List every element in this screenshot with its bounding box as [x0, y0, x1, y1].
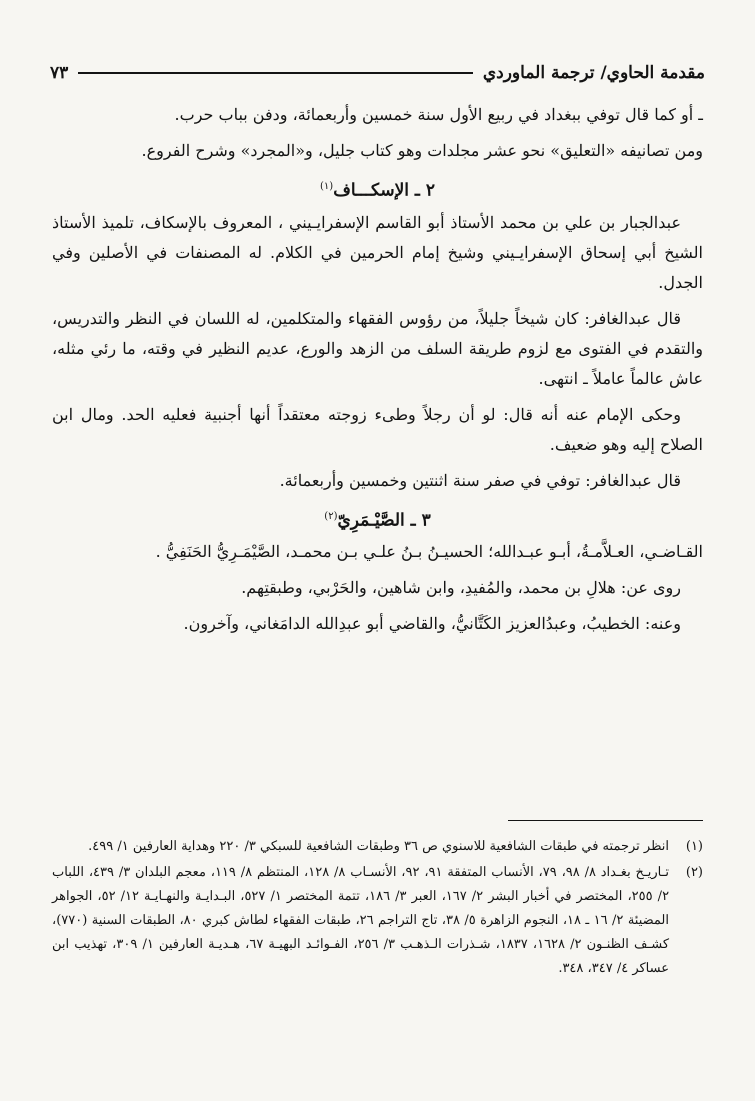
section-title: ٣ ـ الصَّيْـمَرِيّ: [337, 510, 431, 531]
footnote-ref-2[interactable]: (٢): [324, 510, 338, 522]
paragraph: عبدالجبار بن علي بن محمد الأستاذ أبو القاسم الإسفرايـيني ، المعروف بالإسكاف، تلميذ الأستاذ الشيخ أبي إسحاق الإسفرايـيني وشيخ إمام الحرمين في الكلام. له المصنفات في الأصلين وفي الجدل.: [52, 212, 703, 292]
footnote-ref-1[interactable]: (١): [320, 181, 334, 192]
intro-paragraph-1: ـ أو كما قال توفي ببغداد في ربيع الأول سنة خمسين وأربعمائة، ودفن بباب حرب.: [174, 105, 703, 124]
paragraph: وحكى الإمام عنه أنه قال: لو أن رجلاً وطىء زوجته معتقداً أنها أجنبية فعليه الحد. ومال ابن الصلاح إليه وهو ضعيف.: [52, 404, 703, 454]
intro-paragraph-2: ومن تصانيفه «التعليق» نحو عشر مجلدات وهو كتاب جليل، و«المجرد» وشرح الفروع.: [141, 141, 703, 160]
footnote-number: (٢): [685, 865, 703, 880]
section-heading-3: [52, 502, 703, 536]
footnote-text: تـاريـخ بغـداد ٨/ ٩٨، ٧٩، الأنساب المتفقة ٩١، ٩٢، الأنسـاب ٨/ ١٢٨، المنتظم ٨/ ١١٩، معجم البلدان ٣/ ٤٣٩، اللباب ٢/ ٢٥٥، المختصر في أخبار البشر ٢/ ١٦٧، العبر ٣/ ١٨٦، تتمة المختصر ١/ ٥٢٧، البـدايـة والنهـايـة ١٢/ ٥٢، الجواهر المضيئة ٢/ ١٦ ـ ١٨، النجوم الزاهرة ٥/ ٣٨، تاج التراجم ٢٦، طبقات الفقهاء لطاش كبري ٨٠، الطبقات السنية (٧٧٠)، كشـف الظنـون ٢/ ١٦٢٨، ١٨٣٧، شـذرات الـذهـب ٣/ ٢٥٦، الفـوائـد البهيـة ٦٧، هـديـة العارفين ١/ ٣٠٩، تهذيب ابن عساكر ٤/ ٣٤٧، ٣٤٨.: [52, 865, 670, 976]
footnote-number: (١): [685, 839, 703, 854]
footnote-text: انظر ترجمته في طبقات الشافعية للاسنوي ص ٣٦ وطبقات الشافعية للسبكي ٣/ ٢٢٠ وهداية العارفين ١/ ٤٩٩.: [88, 839, 669, 854]
header-rule: [78, 72, 473, 74]
page-number: ٧٣: [50, 63, 69, 83]
footnote-separator: [508, 820, 703, 821]
footnotes: [52, 835, 703, 983]
running-title: مقدمة الحاوي/ ترجمة الماوردي: [482, 63, 705, 83]
section-title: ٢ ـ الإسكـــاف: [333, 180, 435, 201]
main-text: [52, 100, 703, 645]
footnote: [52, 861, 703, 981]
footnote: [52, 835, 703, 859]
running-header: [50, 60, 705, 86]
paragraph: قال عبدالغافر: توفي في صفر سنة اثنتين وخمسين وأربعمائة.: [279, 470, 681, 490]
paragraph: روى عن: هلالِ بن محمد، والمُفيدِ، وابن شاهين، والحَرْبي، وطبقتِهم.: [241, 578, 681, 598]
paragraph: القـاضـي، العـلاَّمـةُ، أبـو عبـدالله؛ الحسيـنُ بـنُ علـي بـن محمـد، الصَّيْمَـرِيُّ الحَنَفِيُّ .: [155, 542, 703, 562]
paragraph: وعنه: الخطيبُ، وعبدُالعزيز الكَتَّانيُّ، والقاضي أبو عبدِالله الدامَغاني، وآخرون.: [183, 614, 681, 634]
paragraph: قال عبدالغافر: كان شيخاً جليلاً، من رؤوس الفقهاء والمتكلمين، له اللسان في النظر والتدريس، والتقدم في الفتوى مع لزوم طريقة السلف من الزهد والورع، عديم النظير في وقته، ما رئي مثله، عاش عالماً عاملاً ـ انتهى.: [52, 308, 703, 388]
section-heading-2: [52, 172, 703, 206]
